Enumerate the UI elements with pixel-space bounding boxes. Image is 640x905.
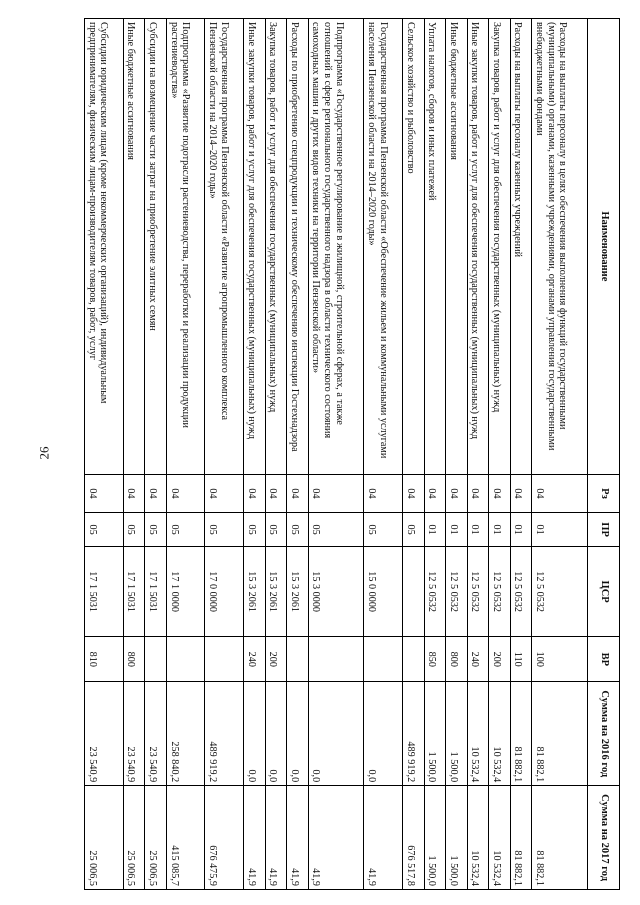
row-csr: 15 3 0000 [308,547,364,637]
row-sum-2017: 1 500,0 [446,786,468,890]
row-sum-2017: 81 882,1 [510,786,532,890]
row-sum-2017: 25 006,5 [123,786,145,890]
row-vr [287,637,309,682]
table-header-row [588,19,620,890]
row-name: Иные закупки товаров, работ и услуг для обеспечения государственных (муниципальных) нужд [244,19,266,475]
row-rz: 04 [166,474,205,512]
row-rz: 04 [308,474,364,512]
col-header-sum-2016: Сумма на 2016 год [588,682,620,786]
table-row [123,19,145,890]
table-row [510,19,532,890]
row-name: Подпрограмма «Развитие подотрасли растениеводства, переработки и реализации продукции растениеводства» [166,19,205,475]
row-csr: 15 0 0000 [364,547,403,637]
table-row [166,19,205,890]
row-sum-2017: 676 517,8 [403,786,425,890]
row-name: Субсидии на возмещение части затрат на приобретение элитных семян [145,19,167,475]
row-vr: 100 [532,637,588,682]
row-name: Расходы на выплаты персоналу в целях обеспечения выполнения функций государственными (муниципальными) органами, казенными учреждениями, органами управления государственными внебюджетными фондами [532,19,588,475]
row-csr: 15 3 2061 [287,547,309,637]
row-vr: 810 [85,637,124,682]
row-pr: 01 [489,513,511,547]
row-rz: 04 [123,474,145,512]
row-sum-2017: 415 085,7 [166,786,205,890]
row-vr: 200 [265,637,287,682]
row-vr [308,637,364,682]
row-csr: 12 5 0532 [510,547,532,637]
row-pr: 05 [205,513,244,547]
row-name: Субсидии юридическим лицам (кроме некоммерческих организаций), индивидуальным предпринимателям, физическим лицам-производителям товаров, работ, услуг [85,19,124,475]
row-name: Подпрограмма «Государственное регулирование в жилищной, строительной сферах, а также отношений в сфере регионального государственного надзора в области технического состояния самоходных машин и других видов техники на территории Пензенской области» [308,19,364,475]
row-pr: 05 [85,513,124,547]
row-csr: 12 5 0532 [532,547,588,637]
row-sum-2016: 81 882,1 [510,682,532,786]
row-vr: 240 [244,637,266,682]
row-vr [166,637,205,682]
row-sum-2016: 0,0 [244,682,266,786]
row-sum-2017: 41,9 [364,786,403,890]
table-row [287,19,309,890]
table-row [446,19,468,890]
row-pr: 05 [166,513,205,547]
row-csr: 12 5 0532 [424,547,446,637]
row-sum-2016: 1 500,0 [446,682,468,786]
row-pr: 05 [308,513,364,547]
row-vr [205,637,244,682]
row-sum-2017: 676 475,9 [205,786,244,890]
row-name: Иные закупки товаров, работ и услуг для обеспечения государственных (муниципальных) нужд [467,19,489,475]
row-name: Закупка товаров, работ и услуг для обеспечения государственных (муниципальных) нужд [489,19,511,475]
row-pr: 01 [510,513,532,547]
row-vr [364,637,403,682]
row-rz: 04 [85,474,124,512]
table-row [145,19,167,890]
page-number: 26 [36,446,52,460]
row-rz: 04 [205,474,244,512]
row-vr: 800 [446,637,468,682]
row-pr: 05 [244,513,266,547]
table-row [532,19,588,890]
row-sum-2016: 23 540,9 [123,682,145,786]
table-row [489,19,511,890]
table-row [265,19,287,890]
row-csr: 12 5 0532 [489,547,511,637]
row-pr: 01 [424,513,446,547]
row-sum-2017: 41,9 [244,786,266,890]
row-rz: 04 [145,474,167,512]
row-csr: 12 5 0532 [467,547,489,637]
row-sum-2016: 81 882,1 [532,682,588,786]
row-sum-2016: 0,0 [364,682,403,786]
table-row [308,19,364,890]
row-vr: 850 [424,637,446,682]
row-sum-2017: 41,9 [308,786,364,890]
row-rz: 04 [467,474,489,512]
row-csr: 17 1 5031 [123,547,145,637]
row-sum-2016: 0,0 [287,682,309,786]
col-header-name: Наименование [588,19,620,475]
row-name: Уплата налогов, сборов и иных платежей [424,19,446,475]
row-sum-2017: 25 006,5 [145,786,167,890]
row-name: Государственная программа Пензенской области «Развитие агропромышленного комплекса Пензенской области на 2014–2020 годы» [205,19,244,475]
row-sum-2017: 1 500,0 [424,786,446,890]
row-name: Государственная программа Пензенской области «Обеспечение жильем и коммунальными услугами населения Пензенской области на 2014–2020 годы» [364,19,403,475]
row-sum-2016: 10 532,4 [489,682,511,786]
row-csr: 17 1 5031 [145,547,167,637]
row-pr: 01 [532,513,588,547]
row-name: Иные бюджетные ассигнования [446,19,468,475]
row-rz: 04 [265,474,287,512]
rotated-page-content [84,18,620,890]
table-row [85,19,124,890]
row-rz: 04 [489,474,511,512]
row-sum-2017: 25 006,5 [85,786,124,890]
row-sum-2016: 258 840,2 [166,682,205,786]
row-sum-2016: 1 500,0 [424,682,446,786]
row-rz: 04 [446,474,468,512]
row-vr [145,637,167,682]
row-rz: 04 [287,474,309,512]
row-sum-2017: 41,9 [265,786,287,890]
col-header-vr: ВР [588,637,620,682]
row-rz: 04 [510,474,532,512]
col-header-csr: ЦСР [588,547,620,637]
col-header-sum-2017: Сумма на 2017 год [588,786,620,890]
row-name: Закупка товаров, работ и услуг для обеспечения государственных (муниципальных) нужд [265,19,287,475]
row-vr: 110 [510,637,532,682]
row-sum-2017: 41,9 [287,786,309,890]
row-pr: 05 [123,513,145,547]
row-sum-2017: 81 882,1 [532,786,588,890]
col-header-pr: ПР [588,513,620,547]
row-csr [403,547,425,637]
row-csr: 15 3 2061 [244,547,266,637]
row-rz: 04 [532,474,588,512]
row-vr: 800 [123,637,145,682]
row-name: Иные бюджетные ассигнования [123,19,145,475]
row-sum-2016: 489 919,2 [403,682,425,786]
row-sum-2016: 23 540,9 [85,682,124,786]
row-pr: 01 [446,513,468,547]
row-pr: 05 [364,513,403,547]
row-vr: 240 [467,637,489,682]
row-csr: 12 5 0532 [446,547,468,637]
row-vr [403,637,425,682]
table-row [364,19,403,890]
row-sum-2016: 10 532,4 [467,682,489,786]
row-pr: 05 [265,513,287,547]
row-csr: 17 1 5031 [85,547,124,637]
row-vr: 200 [489,637,511,682]
row-sum-2016: 0,0 [308,682,364,786]
table-row [244,19,266,890]
table-row [205,19,244,890]
row-csr: 15 3 2061 [265,547,287,637]
row-pr: 05 [145,513,167,547]
row-sum-2016: 0,0 [265,682,287,786]
row-sum-2017: 10 532,4 [467,786,489,890]
row-name: Сельское хозяйство и рыболовство [403,19,425,475]
table-row [424,19,446,890]
row-pr: 05 [403,513,425,547]
row-name: Расходы по приобретению спецпродукции и техническому обеспечению инспекции Гостехнадзора [287,19,309,475]
row-sum-2016: 23 540,9 [145,682,167,786]
row-sum-2016: 489 919,2 [205,682,244,786]
row-name: Расходы на выплаты персоналу казенных учреждений [510,19,532,475]
row-pr: 05 [287,513,309,547]
row-rz: 04 [364,474,403,512]
table-row [403,19,425,890]
row-rz: 04 [424,474,446,512]
budget-table [84,18,620,890]
row-rz: 04 [244,474,266,512]
row-sum-2017: 10 532,4 [489,786,511,890]
col-header-rz: Рз [588,474,620,512]
table-row [467,19,489,890]
row-pr: 01 [467,513,489,547]
row-rz: 04 [403,474,425,512]
row-csr: 17 0 0000 [205,547,244,637]
row-csr: 17 1 0000 [166,547,205,637]
